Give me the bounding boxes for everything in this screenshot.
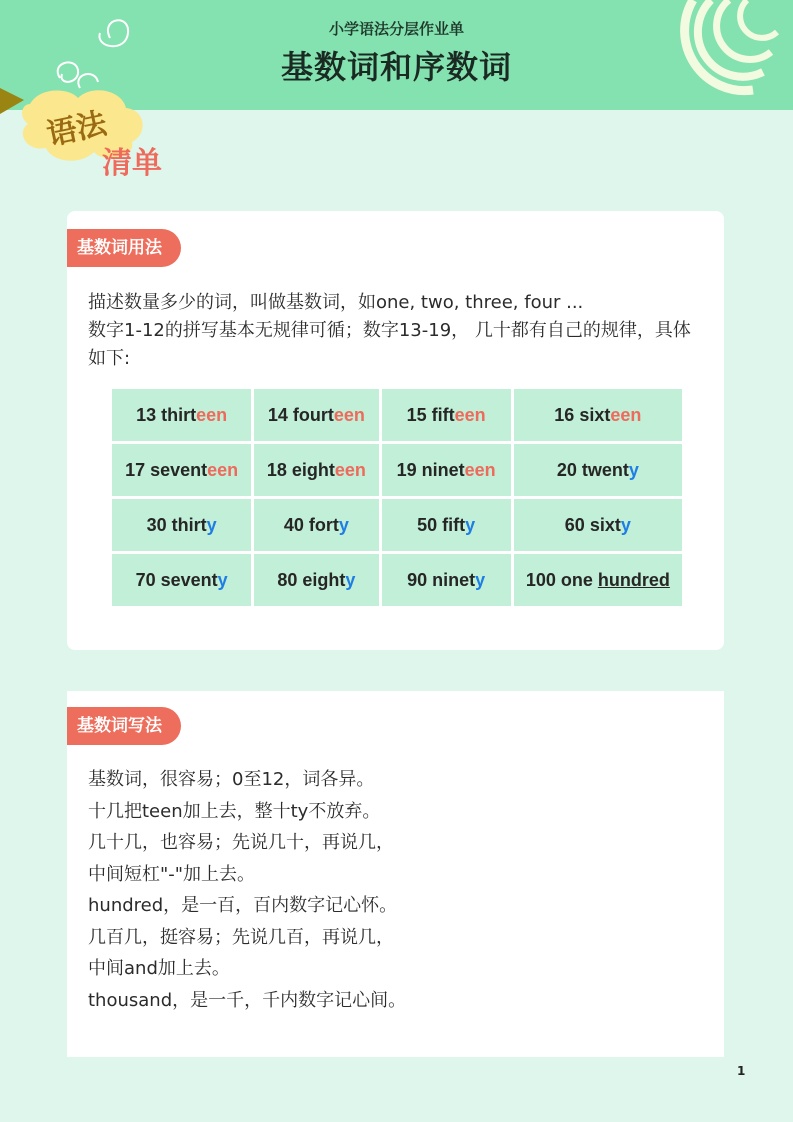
number-suffix: y <box>217 569 228 590</box>
number-suffix: hundred <box>597 569 670 590</box>
rhyme-line: thousand，是一千，千内数字记心间。 <box>88 989 407 1011</box>
number-suffix: een <box>464 459 496 480</box>
number-suffix: y <box>345 569 356 590</box>
table-row <box>112 554 682 606</box>
number-suffix: y <box>338 514 349 535</box>
number-stem: 17 sevent <box>125 459 208 480</box>
rhyme-line: 中间短杠"-"加上去。 <box>88 863 256 885</box>
number-suffix: y <box>465 514 476 535</box>
number-cell <box>514 499 682 554</box>
rhyme-line: 几十几，也容易；先说几十，再说几， <box>88 832 394 853</box>
rhyme-line: 中间and加上去。 <box>88 958 230 979</box>
number-suffix: een <box>610 404 642 425</box>
worksheet-subtitle: 小学语法分层作业单 <box>328 20 464 38</box>
number-stem: 14 fourt <box>267 404 334 425</box>
number-suffix: een <box>454 404 486 425</box>
number-cell <box>514 389 682 444</box>
number-stem: 30 thirt <box>146 514 207 535</box>
number-cell <box>382 499 514 554</box>
badge-word-list: 清单 <box>102 146 162 181</box>
number-suffix: een <box>334 459 366 480</box>
number-cell <box>382 444 514 499</box>
rhyme-line: 十几把teen加上去，整十ty不放弃。 <box>88 800 381 822</box>
page-title: 基数词和序数词 <box>280 48 512 86</box>
number-cell <box>112 444 254 499</box>
number-stem: 18 eight <box>266 459 335 480</box>
number-stem: 100 one <box>525 569 598 590</box>
number-cell <box>112 389 254 444</box>
number-cell <box>254 499 381 554</box>
number-stem: 50 fift <box>417 514 466 535</box>
number-cell <box>514 444 682 499</box>
number-cell <box>254 389 381 444</box>
page-number: 1 <box>737 1064 746 1078</box>
number-stem: 20 twent <box>556 459 629 480</box>
table-row <box>112 389 682 444</box>
number-stem: 16 sixt <box>554 404 611 425</box>
rhyme-line: 几百几，挺容易；先说几百，再说几， <box>88 926 394 948</box>
number-cell <box>382 389 514 444</box>
number-cell <box>382 554 514 606</box>
section-tag-cardinal-writing: 基数词写法 <box>67 707 181 745</box>
table-row <box>112 499 682 554</box>
number-stem: 19 ninet <box>396 459 465 480</box>
number-suffix: een <box>207 459 239 480</box>
rhyme-line: hundred，是一百，百内数字记心怀。 <box>88 895 398 916</box>
section-tag-cardinal-usage: 基数词用法 <box>67 229 181 267</box>
number-stem: 80 eight <box>277 569 346 590</box>
number-suffix: y <box>620 514 631 535</box>
number-cell <box>254 444 381 499</box>
number-stem: 40 fort <box>283 514 339 535</box>
number-cell <box>254 554 381 606</box>
number-spelling-table <box>112 389 682 606</box>
number-suffix: y <box>628 459 639 480</box>
number-suffix: y <box>206 514 217 535</box>
table-row <box>112 444 682 499</box>
number-stem: 13 thirt <box>136 404 197 425</box>
number-suffix: een <box>333 404 365 425</box>
rhyme-text <box>88 764 700 1016</box>
number-stem: 90 ninet <box>407 569 476 590</box>
number-cell <box>112 499 254 554</box>
number-cell <box>514 554 682 606</box>
number-stem: 15 fift <box>406 404 455 425</box>
number-cell <box>112 554 254 606</box>
number-stem: 70 sevent <box>135 569 218 590</box>
rhyme-line: 基数词，很容易；0至12，词各异。 <box>88 769 375 790</box>
badge-word-grammar: 语法 <box>43 106 110 153</box>
intro-paragraph: 描述数量多少的词，叫做基数词，如one, two, three, four ... 数字1-12的拼写基本无规律可循；数字13-19， 几十都有自己的规律，具体如下: <box>88 292 691 369</box>
number-stem: 60 sixt <box>564 514 621 535</box>
number-suffix: een <box>196 404 228 425</box>
number-suffix: y <box>475 569 486 590</box>
